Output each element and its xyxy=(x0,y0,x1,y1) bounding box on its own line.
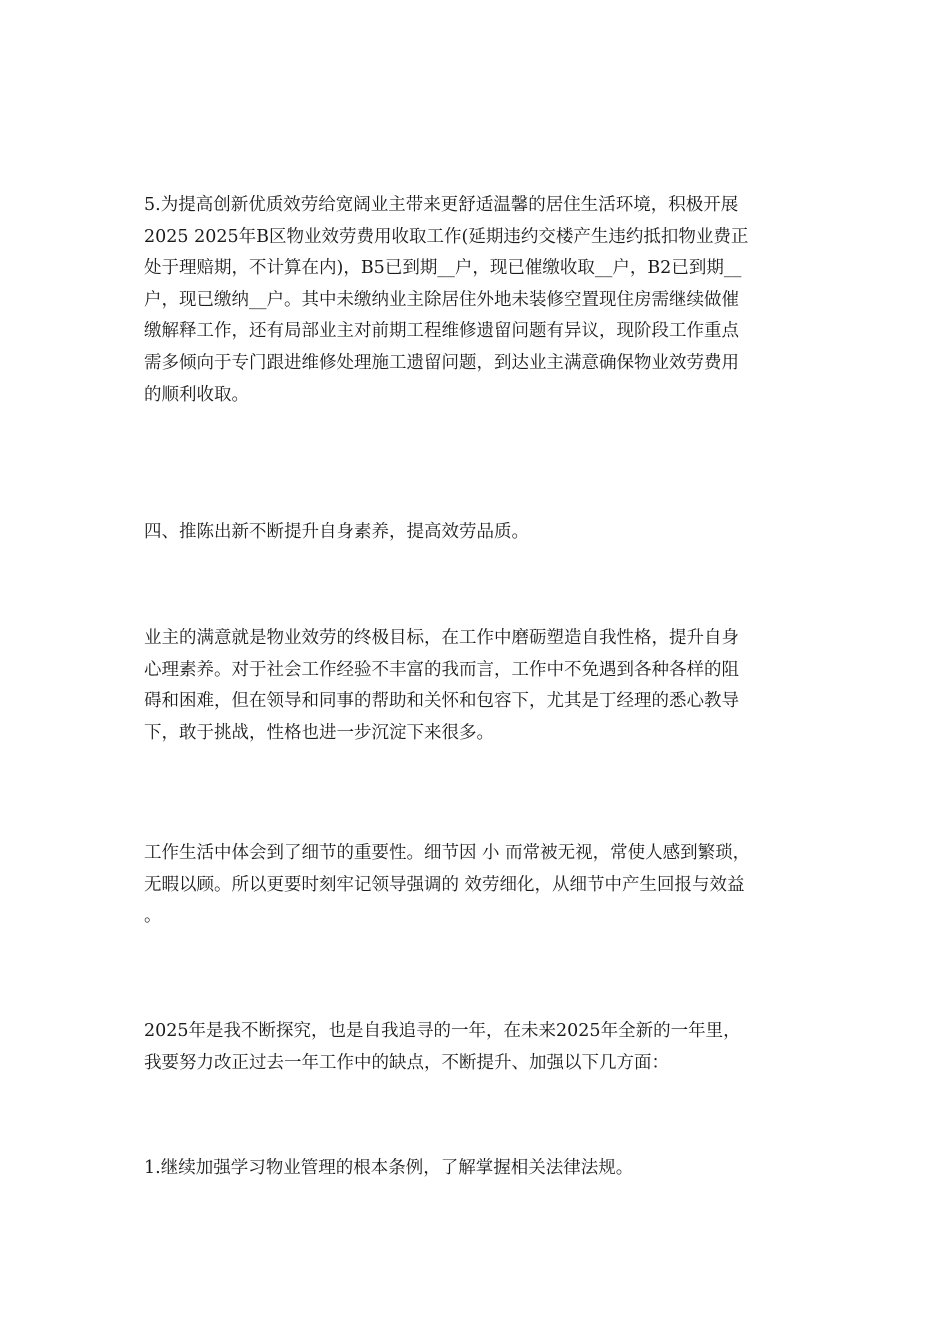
paragraph-item-5 xyxy=(144,190,824,411)
paragraph-details xyxy=(144,838,824,933)
text-line: 的顺利收取。 xyxy=(144,384,249,405)
text-line: 工作生活中体会到了细节的重要性。细节因 小 而常被无视，常使人感到繁琐， xyxy=(144,843,751,863)
text-line: 碍和困难，但在领导和同事的帮助和关怀和包容下，尤其是丁经理的悉心教导 xyxy=(144,691,739,712)
text-line: 我要努力改正过去一年工作中的缺点，不断提升、加强以下几方面： xyxy=(144,1052,669,1073)
text-line: 无暇以顾。所以更要时刻牢记领导强调的 效劳细化，从细节中产生回报与效益 xyxy=(144,874,745,895)
text-line: 处于理赔期，不计算在内)，B5已到期__户，现已催缴收取__户，B2已到期__ xyxy=(144,258,742,279)
text-line: 2025年是我不断探究，也是自我追寻的一年，在未来2025年全新的一年里， xyxy=(144,1021,741,1041)
paragraph-2025 xyxy=(144,1016,824,1079)
text-line: 业主的满意就是物业效劳的终极目标，在工作中磨砺塑造自我性格，提升自身 xyxy=(144,628,739,648)
text-line: 缴解释工作，还有局部业主对前期工程维修遗留问题有异议，现阶段工作重点 xyxy=(144,321,739,342)
text-line: 1.继续加强学习物业管理的根本条例，了解掌握相关法律法规。 xyxy=(144,1158,634,1178)
text-line: 四、推陈出新不断提升自身素养，提高效劳品质。 xyxy=(144,522,529,542)
paragraph-satisfaction xyxy=(144,623,824,749)
text-line: 心理素养。对于社会工作经验不丰富的我而言，工作中不免遇到各种各样的阻 xyxy=(144,659,739,680)
text-line: 需多倾向于专门跟进维修处理施工遗留问题，到达业主满意确保物业效劳费用 xyxy=(144,352,739,373)
text-line: 下，敢于挑战，性格也进一步沉淀下来很多。 xyxy=(144,722,494,743)
section-heading-4 xyxy=(144,517,824,549)
text-line: 2025 2025年B区物业效劳费用收取工作(延期违约交楼产生违约抵扣物业费正 xyxy=(144,226,749,247)
text-line: 。 xyxy=(144,906,162,927)
text-line: 5.为提高创新优质效劳给宽阔业主带来更舒适温馨的居住生活环境，积极开展 xyxy=(144,195,739,215)
list-item-1 xyxy=(144,1153,824,1185)
text-line: 户，现已缴纳__户。其中未缴纳业主除居住外地未装修空置现住房需继续做催 xyxy=(144,289,739,310)
